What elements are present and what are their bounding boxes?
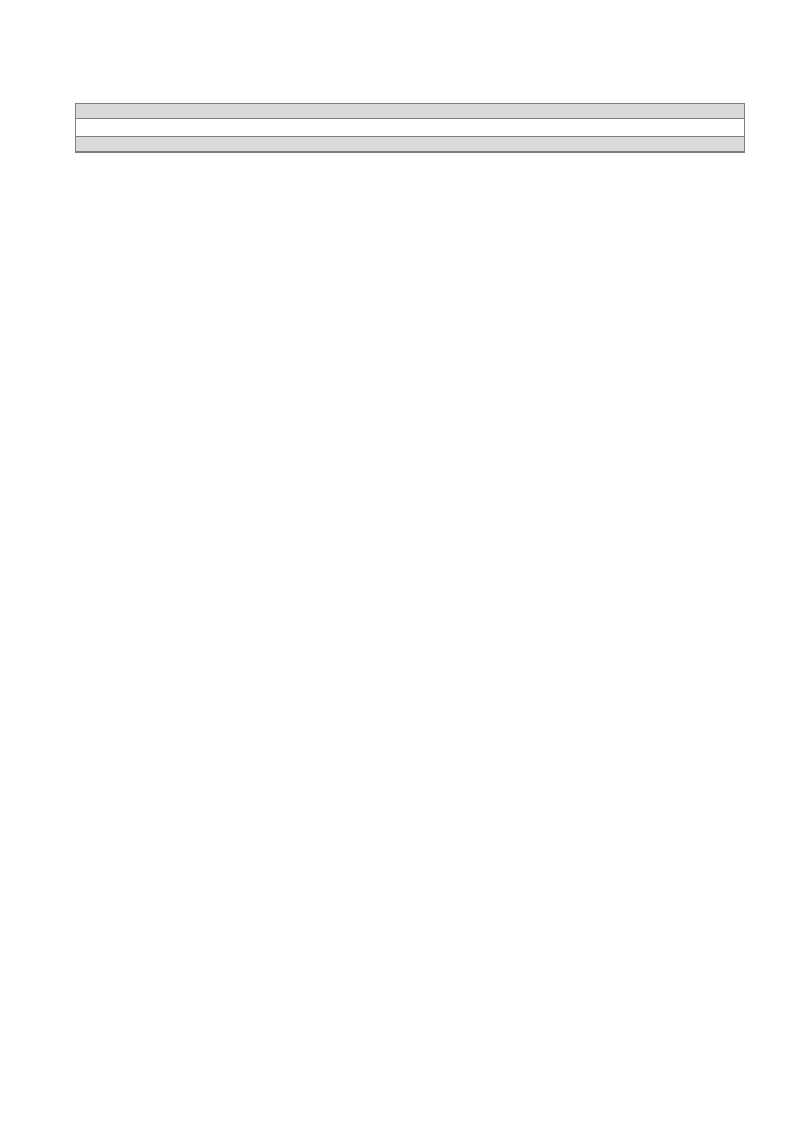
agent-note-text xyxy=(76,119,744,137)
section-header-agent-information xyxy=(76,104,744,119)
section-header-key-personnel xyxy=(76,137,744,152)
form-table xyxy=(75,103,745,153)
